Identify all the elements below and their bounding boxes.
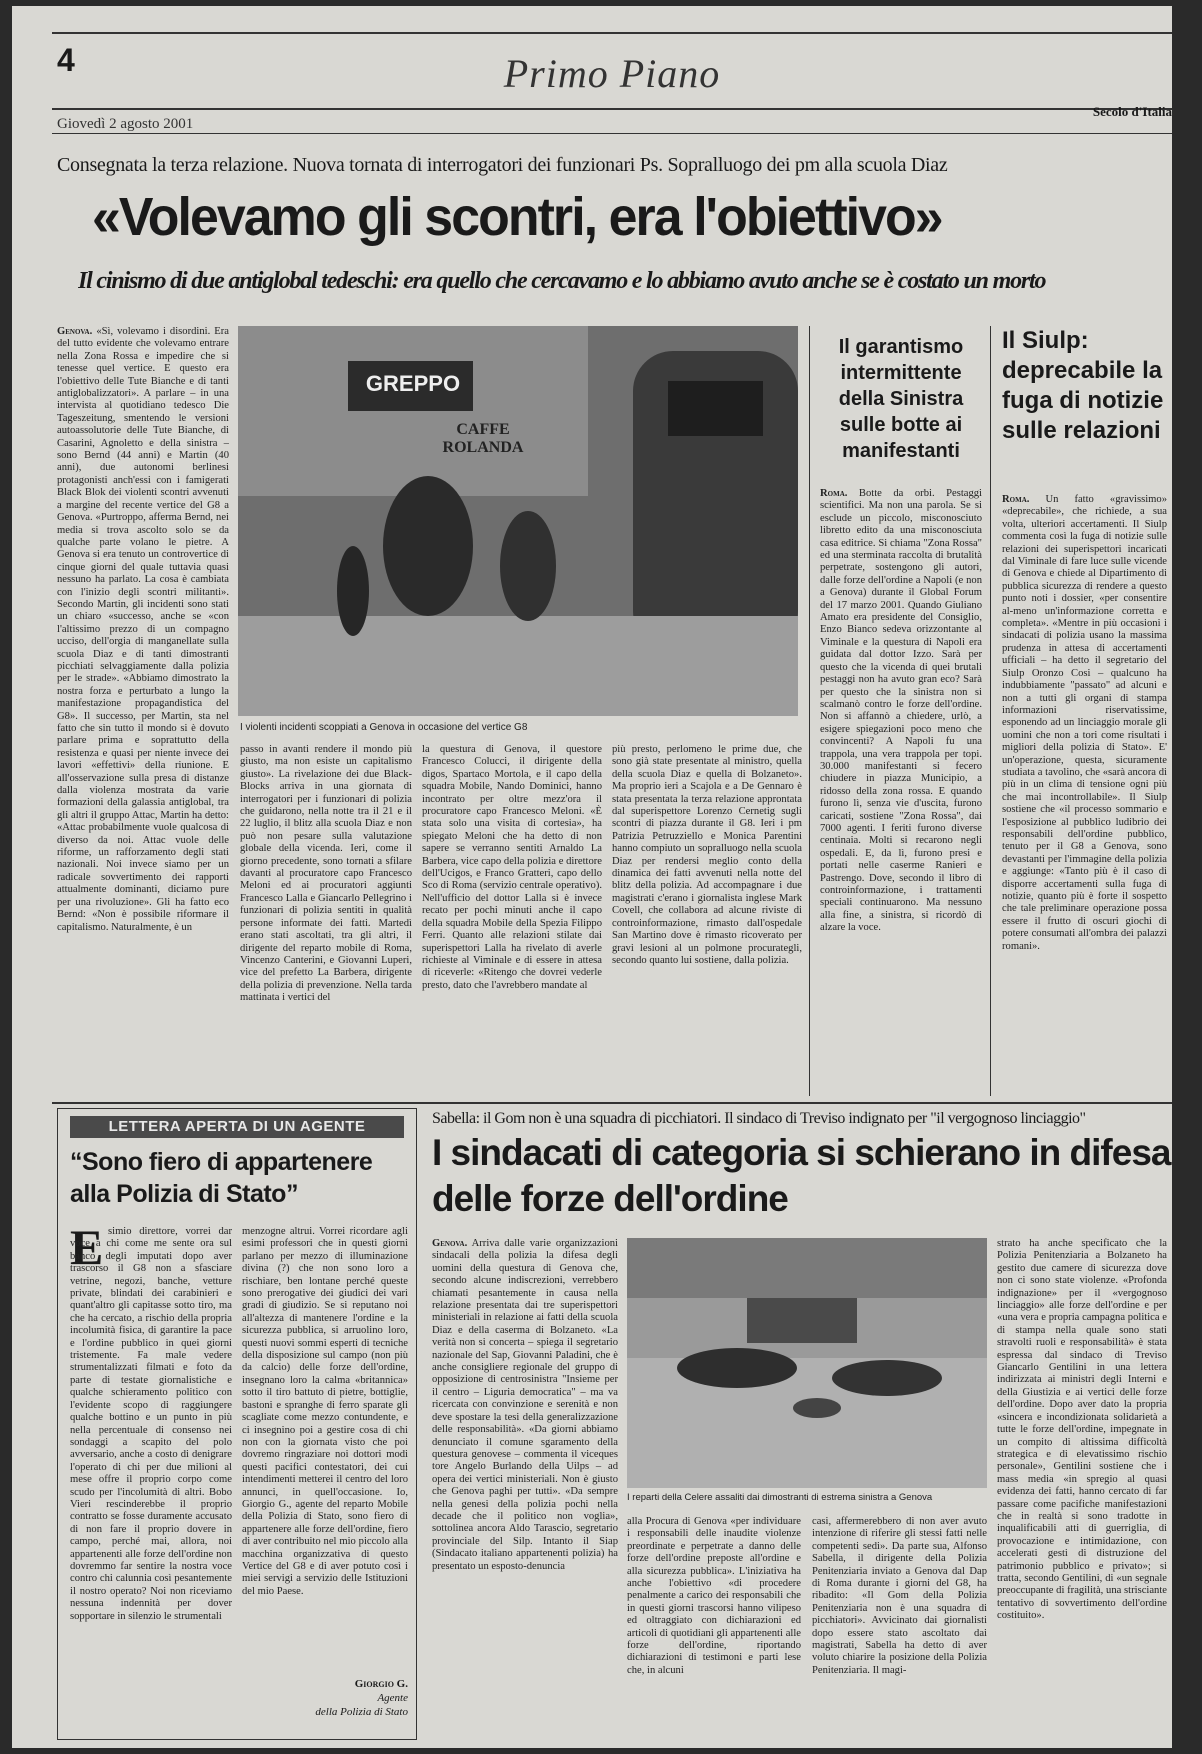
col-rule-2 [990,326,991,1096]
garantismo-text: Botte da orbi. Pestaggi scientifici. Ma non una parola. Se si esclude un piccolo, misconosciuto libretto edito da una misconosciuta casa editrice. Si chiama "Zona Rossa" ed una sterminata raccolta di brutalità perpetrate, sostengono gli autori, dalle forze dell'ordine a Napoli (e non a Genova) durante il Global Forum del 17 marzo 2001. Quando Giuliano Amato era presidente del Consiglio, Enzo Bianco sedeva orizzontante al Viminale e la questura di Napoli era guidata dal dottor Izzo. Sarà per questo che la vicenda di quei brutali pestaggi non ha avuto gran eco? Sarà per questo che la sinistra non si scalmanò contro le forze dell'ordine. Non si affannò a chiedere, urlò, a esigere spiegazioni poco meno che convincenti? A Napoli fu una trappola, una vera trappola per topi. 30.000 manifestanti si fecero chiudere in piazza Municipio, a ridosso della zona rossa. E quando furono lì, senza vie d'uscita, furono caricati, sostiene "Zona Rossa", dai 7000 agenti. I feriti furono diverse centinaia. Molti si recarono negli ospedali. E, da lì, furono presi e portati nelle caserme Ranieri e Pastrengo. Dove, secondo il libro di controinformazione, i trattamenti speciali continuarono. Ma nessuno alla fine, a sinistra, si ricordò di alzare la voce. [820,488,982,934]
unions-dateline: Genova. [432,1238,468,1249]
riot-scene-graphic [238,326,798,716]
letter-signature-role-1: Agente [377,1692,408,1704]
letter-signature-role-2: della Polizia di Stato [315,1706,408,1718]
protester-left [337,546,369,636]
newspaper-page [12,6,1172,1748]
letter-signature-name: Giorgio G. [354,1678,408,1690]
police-line-right [832,1360,942,1396]
sign-greppo: GREPPO [365,371,461,396]
lead-col-4: più presto, perlomeno le prime due, che sono già state presentate al ministro, quella della scuola Diaz e quella di Bolzaneto». Ma proprio ieri a Scajola e a De Gennaro è stata presentata la terza relazione approntata dal superispettore Lorenzo Cernetig sugli scontri di piazza durante il G8. Ieri i pm Patrizia Petruzziello e Monica Parentini hanno compiuto un sopralluogo nella scuola Diaz per rendersi meglio conto della dinamica dei fatti avvenuti nella notte del blitz della polizia. Ad accompagnare i due magistrati c'erano i giornalista inglese Mark Covell, che collabora ad alcune riviste di controinformazione, rimasto dall'ospedale San Martino dove è rimasto ricoverato per gravi lesioni al un polmone procurategli, secondo quanto lui sostiene, dalla polizia. [612,744,802,966]
unions-col-1-text: Arriva dalle varie organizzazioni sindacali della polizia la difesa degli uomini della questura di Genova che, secondo alcune indiscrezioni, verrebbero chiamati pesantemente in causa nella relazione presentata dai tre superispettori ministeriali in relazione ai fatti della scuola Diaz e della caserma di Bolzaneto. «La verità non si concerta – spiega il segretario nazionale del Sap, Giovanni Paladini, che è anche consigliere regionale del gruppo di opposizione di centrosinistra "Insieme per il centro – Liguria democratica" – ma va ricercata con convinzione e serenità e non deve spostare la tesi della generalizzazione delle responsabilità». «Da giorni abbiamo denunciato il comune sgaramento della questura genovese – commenta il viceques tore Angelo Burlando della Uilps – ad opera dei vertici ministeriali. Non è giusto che Genova paghi per tutti». «Da sempre nella genesi della polizia pochi nella decade che il politico non voglia», sottolinea ancora Aldo Tarascio, segretario provinciale del Silp. Intanto il Siap (Sindacato italiano appartenenti polizia) ha presentato un esposto-denuncia [432,1238,618,1572]
unions-photo-caption: I reparti della Celere assaliti dai dimostranti di estrema sinistra a Genova [627,1492,933,1503]
celere-scene-graphic [627,1238,987,1488]
date-rule [52,133,1172,134]
unions-photo [627,1238,987,1488]
lead-photo [238,326,798,716]
lead-dateline: Genova. [57,326,93,337]
police-line-left [677,1348,797,1388]
lead-kicker: Consegnata la terza relazione. Nuova tornata di interrogatori dei funzionari Ps. Sopralluogo dei pm alla scuola Diaz [57,154,948,176]
garantismo-body [820,488,982,1094]
section-divider [52,1102,1172,1104]
letter-dropcap: E [70,1219,104,1275]
issue-date: Giovedì 2 agosto 2001 [57,116,194,132]
siulp-dateline: Roma. [1002,494,1030,505]
col-rule-1 [809,326,810,1096]
unions-headline: I sindacati di categoria si schierano in difesa delle forze dell'ordine [432,1132,1171,1219]
unions-col-1 [432,1238,618,1734]
armored-vehicle [747,1298,857,1343]
garantismo-title: Il garantismo intermittente della Sinistra sulle botte ai manifestanti [838,336,964,462]
unions-col-3: casi, affermerebbero di non aver avuto intenzione di riferire gli stessi fatti nelle competenti sedi». Da parte sua, Alfonso Sabella, il dirigente della Polizia Penitenziaria inviato a Genova dal Dap di Roma durante i giorni del G8, ha ribadito: «Il Gom della Polizia Penitenziaria non è una squadra di picchiatori». Avvicinato dai giornalisti dopo essere stato ascoltato dai magistrati, Sabella ha detto di aver voluto chiarire la posizione della Polizia Penitenziaria. Il magi- [812,1516,987,1676]
sign-caffe: CAFFE ROLANDA [442,421,524,456]
lead-photo-caption: I violenti incidenti scoppiati a Genova in occasione del vertice G8 [240,722,528,733]
section-title: Primo Piano [503,51,721,96]
siulp-text: Un fatto «gravissimo» «deprecabile», che richiede, a sua volta, ulteriori accertamenti. Il Siulp commenta così la fuga di notizie sulle relazioni dei superispettori incaricati dal Viminale di fare luce sulle vicende di Genova e chiede al Dipartimento di pubblica sicurezza di rendere a questo punto noti i dossier, «per consentire al-meno un'informazione corretta e completa». «Mentre in più occasioni i sindacati di polizia usano la massima prudenza in attesa di accertamenti ufficiali – ha detto il segretario del Siulp Oronzo Cosi – qualcuno ha indubbiamente "passato" ad alcuni e non a tutti gli organi di stampa informazioni riservatissime, esponendo ad un linciaggio morale gli uomini che non a tori come risultati i migliori della polizia di Stato». E' un'operazione, questa, sicuramente studiata a tavolino, che «sarà ancora di più in un clima di tensione ogni più che mai incontrollabile». Il Siulp sostiene che «il processo sommario e l'esposizione al pubblico ludibrio dei responsabili dell'ordine pubblico, tenuto per il G8 a Genova, sono devastanti per l'immagine della polizia e aggiunge: «Tanto più è il caso di disporre accertamenti sulla fuga di notizie, quanto più è forte il sospetto che tale preliminare operazione possa essere il frutto di oscuri giochi di potere consumati all'ombra dei palazzi romani». [1002,494,1167,952]
top-rule [52,32,1172,34]
page-number: 4 [57,42,75,78]
letter-title: “Sono fiero di appartenere alla Polizia di Stato” [70,1148,373,1208]
protester-right [500,511,556,621]
lead-col-3: la questura di Genova, il questore Francesco Colucci, il dirigente della digos, Spartaco Mortola, e il capo della squadra Mobile, Nando Dominici, hanno incontrato per oltre mezz'ora il procuratore capo Francesco Meloni. «È stata solo una visita di cortesia», ha spiegato Meloni che ha detto di non sapere se verranno sentiti Arnaldo La Barbera, vice capo della polizia e direttore dell'Ucigos, e Franco Gratteri, capo dello Sco di Roma (servizio centrale operativo). Nell'ufficio del dottor Lalla si è invece recato per pochi minuti anche il capo della squadra Mobile della Spezia Filippo Ferri. Quanto alle relazioni stilate dai superispettori Lalla ha rivelato di averle richieste al Viminale e di essere in attesa di riceverle: «Ritengo che dovrei vederle presto, dato che l'avrebbero mandate al [422,744,602,991]
siulp-body [1002,494,1167,1094]
letter-col-1: simio direttore, vorrei dar voce a chi come me sente ora sul banco degli imputati dopo aver trascorso il G8 non a sfasciare vetrine, negozi, banche, vetture private, blindati dei carabinieri e quant'altro gli capitasse sotto tiro, ma che ha cercato, a rischio della propria incolumità fisica, di garantire la pace e l'ordine pubblico in quei giorni tristemente. Fa male vedere strumentalizzati filmati e foto da parte di testate giornalistiche e qualche schieramento politico con l'evidente scopo di raggiungere qualche bottino e un punto in più nella percentuale di consenso nei sondaggi a scapito del polo avversario, anche a costo di denigrare l'operato di chi per due milioni al mese offre il proprio corpo come scudo per l'incolumità di altri. Bobo Vieri rescinderebbe il proprio contratto se fosse duramente accusato di non fare il proprio dovere in campo, perché mai, allora, noi appartenenti alle forze dell'ordine non dovremmo far sentire la nostra voce contro chi calunnia così pesantemente il nostro operato? Noi non riceviamo nessuna indennità per dover sopportare in silenzio le strumentali [70,1226,232,1622]
lead-col-2: passo in avanti rendere il mondo più giusto, ma non esiste un capitalismo giusto». La rivelazione dei due Black-Blocks arriva in una giornata di interrogatori per i funzionari di polizia che guidarono, nella notte tra il 21 e il 22 luglio, il blitz alla scuola Diaz e non può non pesare sulla valutazione globale della vicenda. Ieri, come il giorno precedente, sono tornati a sfilare davanti al procuratore capo Francesco Meloni ed ai procuratori aggiunti Francesco Lalla e Giancarlo Pellegrino i funzionari di polizia sentiti in qualità persone informate dei fatti. Martedì erano stati ascoltati, tra gli altri, il dirigente del reparto mobile di Roma, Vincenzo Canterini, e Giovanni Luperi, vice del prefetto La Barbera, dirigente della polizia di prevenzione. Nella tarda mattinata i vertici del [240,744,412,1004]
paper-name: Secolo d'Italia [1092,104,1172,119]
letter-col-2: menzogne altrui. Vorrei ricordare agli esimi professori che in questi giorni parlano per mezzo di illuminazione divina (?) che non sono loro a rischiare, ben lontane perché queste sono prerogative dei giudici dei vari gradi di giudizio. Se si reputano noi all'altezza di mantenere l'ordine e la sicurezza pubblica, si arruolino loro, questi nuovi sommi esperti di tecniche della disposizione sul campo (non più da calcio) delle forze dell'ordine, insegnano loro la calma «britannica» sotto il tiro battuto di pietre, bottiglie, bastoni e spranghe di ferro sparate gli scagliate come mezzo contundente, e ci insegnino poi a gestire cosa di chi non con la giornata visto che poi dovremo ringraziare noi dottori modi questi pacifici contestatori, dei cui intendimenti metterei il centro del loro annunci, in quell'occasione. Io, Giorgio G., agente del reparto Mobile della Polizia di Stato, sono fiero di appartenere alle forze dell'ordine, fiero di aver contribuito nel mio piccolo alla macchina organizzativa di questo Vertice del G8 e di aver potuto così i miei servigi a servizio delle Istituzioni del mio Paese. [242,1226,408,1597]
unions-kicker: Sabella: il Gom non è una squadra di picchiatori. Il sindaco di Treviso indignato per "il vergognoso linciaggio" [432,1110,1086,1127]
unions-col-2: alla Procura di Genova «per individuare i responsabili delle inaudite violenze preordinate e perpetrate a danno delle forze dell'ordine preposte all'ordine e alla sicurezza pubblica». L'iniziativa ha anche l'obiettivo «di procedere penalmente a carico dei responsabili che in questi giorni trascorsi hanno vilipeso ed oltraggiato con dichiarazioni ed articoli di quotidiani gli appartenenti alle forze dell'ordine, riportando dichiarazioni di testimoni e parti lese che, in alcuni [627,1516,801,1676]
background-buildings [627,1238,987,1298]
garantismo-dateline: Roma. [820,488,848,499]
letter-banner: LETTERA APERTA DI UN AGENTE [70,1116,404,1138]
protester-group [383,476,473,616]
lead-headline: «Volevamo gli scontri, era l'obiettivo» [92,187,942,247]
unions-col-4: strato ha anche specificato che la Polizia Penitenziaria a Bolzaneto ha gestito due camere di sicurezza dove non ci sono state violenze. «Profonda indignazione» per il «vergognoso linciaggio» alle forze dell'ordine e per «una vera e propria campagna politica e di stampa nella quale sono stati stravolti ruoli e responsabilità» è stata espressa dal sindaco di Treviso Giancarlo Gentilini in una lettera indirizzata ai ministri degli Interni e della Giustizia e ai vertici delle forze dell'ordine. Dopo aver dato la propria «sincera e incondizionata solidarietà a tutte le forze dell'ordine, impegnate in un compito di altissima difficoltà strategica e di elevatissimo rischio personale», Gentilini sostiene che i mass media «in spregio al quasi evidenza dei fatti, hanno cercato di far passare come pacifiche manifestazioni che in realtà si sono tradotte in inqualificabili atti di guerriglia, di provocazione e intimidazione, con accelerati gesti di distruzione del patrimonio pubblico e privato»; si tratta, secondo Gentilini, di «un segnale preoccupante di fragilità, una strisciante tentativo di sovvertimento dell'ordine costituito». [997,1238,1167,1622]
lead-subheadline: Il cinismo di due antiglobal tedeschi: era quello che cercavamo e lo abbiamo avuto anche se è costato un morto [78,268,1046,294]
siulp-title: Il Siulp: deprecabile la fuga di notizie sulle relazioni [1002,327,1164,444]
street [238,616,798,716]
debris [793,1398,841,1418]
lead-col-1-text: «Sì, volevamo i disordini. Era del tutto evidente che volevamo entrare nella Zona Rossa e impedire che si tenesse quel vertice. E questo era l'obiettivo delle Tute Bianche e di tanti antiglobalizzatori». A parlare – in una intervista al quotidiano tedesco Die Tageszeitung, smentendo le versioni autoassolutorie delle Tute Bianche, di Casarini, Agnoletto e della sinistra – sono Bernd (44 anni) e Martin (40 anni), due autonomi berlinesi protagonisti anch'essi con i famigerati Black Blok dei violenti scontri avvenuti a margine del recente vertice del G8 a Genova. «Purtroppo, afferma Bernd, nei media si trova ascolto solo se da qualche parte volano le pietre. A Genova si era tenuto un controvertice di cinque giorni del quale tuttavia quasi nessuno ha parlato. La cosa è cambiata con l'inizio degli scontri militanti». Secondo Martin, gli incidenti sono stati un chiaro «successo, anche se «con l'altissimo prezzo di un compagno ucciso, dell'orgia di manganellate sulla scuola Diaz e di tanti dimostranti picchiati selvaggiamente dalla polizia per le strade». «Abbiamo dimostrato la nostra forza e perturbato a lungo la manifestazione propagandistica del G8». Il successo, per Martin, sta nel fatto che sin tutto il mondo si è dovuto parlare prima e soprattutto della resistenza e quasi per niente invece dei lavori «effettivi» della riunione. E all'osservazione sulla presa di distanze dalla violenza mostrata da varie formazioni della galassia antiglobal, tra gli altri il gruppo Attac, Martin ha detto: «Attac probabilmente vuole qualcosa di diverso da noi. Attac vuole delle riforme, un rafforzamento degli stati nazionali. Noi invece siamo per un radicale sovvertimento dei rapporti attualmente dominanti, diciamo pure per una rivoluzione». Gli ha fatto eco Bernd: «Non è possibile riformare il capitalismo. Naturalmente, è un [57,326,229,933]
